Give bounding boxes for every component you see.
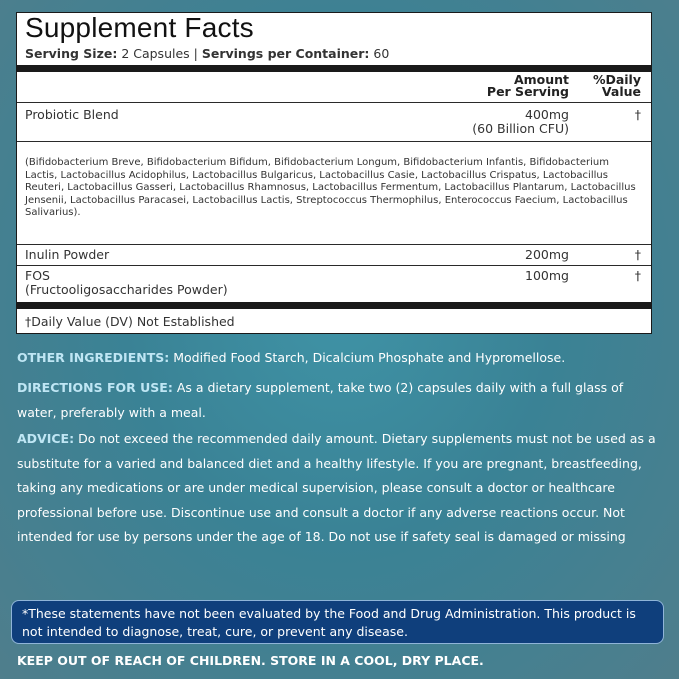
advice-line: Do not exceed the recommended daily amount. Dietary supplements must not be used as a (78, 431, 656, 446)
row-dv: † (634, 268, 641, 283)
serving-size-value: 2 Capsules (121, 46, 190, 61)
directions (17, 376, 657, 425)
advice-line: substitute for a varied and balanced diet and a healthy lifestyle. If you are pregnant, breastfeeding, (17, 455, 642, 471)
directions-line: As a dietary supplement, take two (2) capsules daily with a full glass of (176, 380, 624, 395)
serving-info (25, 46, 389, 61)
other-ingredients-label: OTHER INGREDIENTS: (17, 350, 170, 365)
serving-size-label: Serving Size: (25, 46, 118, 61)
advice-label: ADVICE: (17, 431, 75, 446)
servings-label: Servings per Container: (201, 46, 370, 61)
advice (17, 427, 657, 550)
daily-value-header (593, 74, 641, 98)
dv-header-line1: %Daily (592, 72, 641, 87)
amount-header (487, 74, 569, 98)
other-ingredients-text: Modified Food Starch, Dicalcium Phosphate and Hypromellose. (173, 350, 566, 365)
row-dv: † (634, 107, 641, 122)
row-divider (17, 265, 651, 266)
other-ingredients (17, 346, 657, 371)
amount-header-line2: Per Serving (486, 84, 569, 99)
amount-header-line1: Amount (513, 72, 569, 87)
servings-value: 60 (373, 46, 390, 61)
row-amount: 100mg (525, 268, 569, 283)
disclaimer-line: not intended to diagnose, treat, cure, or prevent any disease. (22, 624, 408, 639)
footnote: †Daily Value (DV) Not Established (25, 314, 235, 329)
row-amount-line2: (60 Billion CFU) (472, 121, 569, 136)
thick-divider (17, 302, 651, 309)
row-name: Inulin Powder (25, 247, 110, 262)
dv-header-line2: Value (601, 84, 641, 99)
row-amount-line1: 400mg (525, 107, 569, 122)
directions-label: DIRECTIONS FOR USE: (17, 380, 173, 395)
header-divider (17, 102, 651, 103)
fda-disclaimer (11, 600, 664, 644)
advice-line: taking any medications or are under medical supervision, please consult a doctor or healthcare (17, 480, 615, 495)
row-name-line1: FOS (25, 268, 50, 283)
advice-line: professional before use. Discontinue use and consult a doctor if any adverse reactions occur. Not (17, 504, 625, 520)
facts-title: Supplement Facts (25, 12, 254, 43)
row-amount: 200mg (525, 247, 569, 262)
row-amount (472, 108, 569, 136)
probiotic-strain-list: (Bifidobacterium Breve, Bifidobacterium Bifidum, Bifidobacterium Longum, Bifidobacterium Infantis, Bifidobacterium Lactis, Lactobacillus Acidophilus, Lactobacillus Bulgaricus, Lactobacillus Casie, Lactobacillus Crispatus, Lactobacillus Reuteri, Lactobacillus Gasseri, Lactobacillus Rhamnosus, Lactobacillus Fermentum, Lactobacillus Plantarum, Lactobacillus Jensenii, Lactobacillus Paracasei, Lactobacillus Lactis, Streptococcus Thermophilus, Enterococcus Faecium, Lactobacillus Salivarius). (25, 157, 636, 218)
supplement-facts-panel (16, 12, 652, 334)
row-name (25, 269, 228, 297)
row-divider (17, 244, 651, 245)
advice-line: intended for use by persons under the age of 18. Do not use if safety seal is damaged or missing (17, 529, 626, 544)
storage-warning: KEEP OUT OF REACH OF CHILDREN. STORE IN A COOL, DRY PLACE. (17, 653, 484, 668)
row-dv: † (634, 247, 641, 262)
thick-divider (17, 65, 651, 72)
disclaimer-line: *These statements have not been evaluated by the Food and Drug Administration. This product is (22, 606, 636, 621)
row-divider (17, 141, 651, 142)
serving-separator: | (193, 46, 198, 61)
row-name: Probiotic Blend (25, 107, 119, 122)
row-name-line2: (Fructooligosaccharides Powder) (25, 282, 228, 297)
directions-line: water, preferably with a meal. (17, 404, 206, 420)
